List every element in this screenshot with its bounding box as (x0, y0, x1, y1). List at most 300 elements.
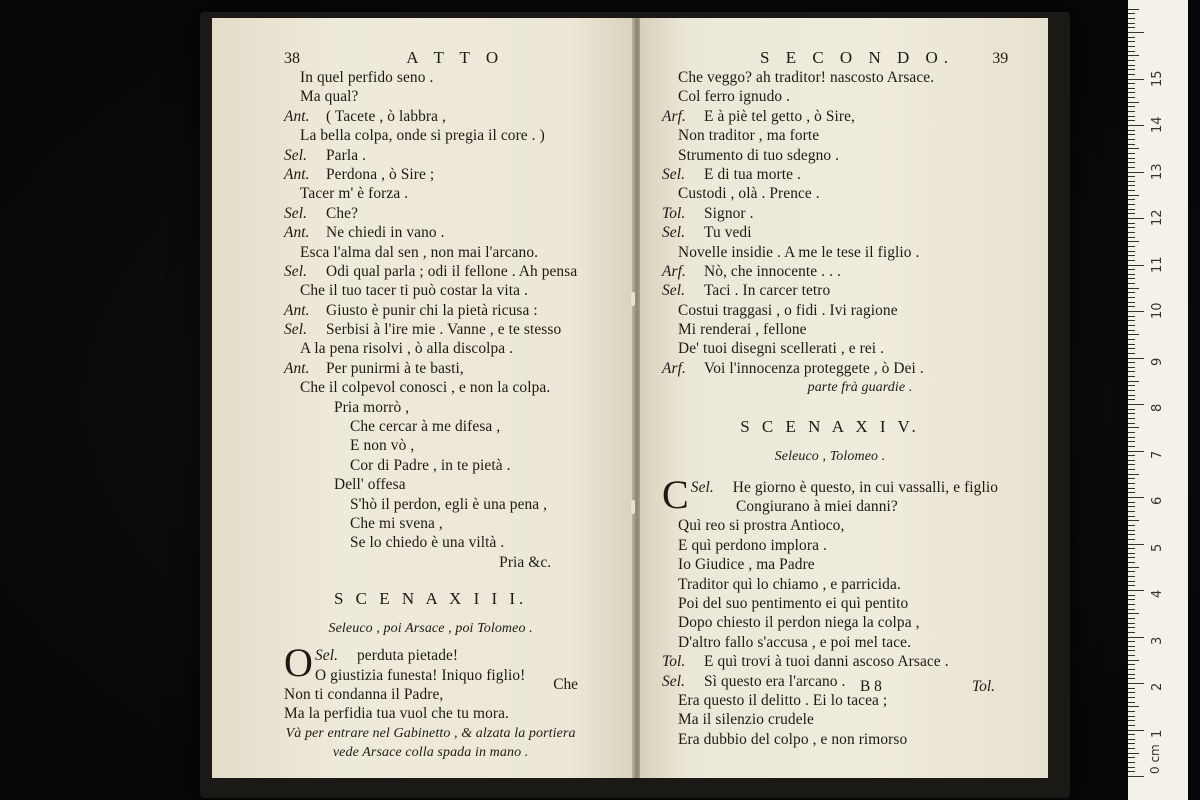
ruler-tick (1128, 516, 1135, 517)
ruler-tick (1128, 125, 1144, 126)
ruler-tick (1128, 190, 1135, 191)
ruler-tick (1128, 483, 1135, 484)
verse-line (284, 301, 577, 320)
speaker-label: Tol. (662, 653, 686, 671)
ruler-tick (1128, 213, 1135, 214)
ruler-tick (1128, 646, 1135, 647)
verse-text: Costui traggasi , o fidi . Ivi ragione (678, 301, 898, 319)
ruler-tick (1128, 27, 1135, 28)
verse-line (662, 281, 998, 300)
left-page (212, 18, 634, 778)
ruler-tick (1128, 9, 1139, 10)
verse-line (662, 359, 998, 378)
verse-text: Tacer m' è forza . (300, 185, 409, 203)
ruler-tick (1128, 288, 1139, 289)
verse-text: Esca l'alma dal sen , non mai l'arcano. (300, 243, 539, 261)
verse-text: Dell' offesa (334, 476, 406, 494)
speaker-label: Sel. (662, 282, 686, 300)
verse-text: He giorno è questo, in cui vassalli, e figlio (732, 478, 999, 496)
ruler-number: 7 (1150, 450, 1165, 459)
ruler-tick (1128, 144, 1135, 145)
verse-line (662, 633, 998, 652)
verse-line (284, 68, 577, 87)
speaker-label: Sel. (284, 204, 308, 222)
ruler-tick (1128, 506, 1135, 507)
ruler-tick (1128, 41, 1135, 42)
speaker-label: Sel. (662, 165, 686, 183)
verse-text: Che il tuo tacer ti può costar la vita . (300, 282, 528, 300)
verse-text: Che veggo? ah traditor! nascosto Arsace. (678, 69, 935, 86)
ruler-tick (1128, 92, 1135, 93)
ruler-tick (1128, 111, 1135, 112)
ruler-tick (1128, 325, 1135, 326)
verse-line (284, 495, 577, 514)
drop-capital: C (662, 471, 689, 517)
ruler-tick (1128, 292, 1135, 293)
ruler-tick (1128, 697, 1135, 698)
ruler-tick (1128, 55, 1139, 56)
verse-text: E quì perdono implora . (678, 536, 827, 554)
verse-text: Non traditor , ma forte (678, 127, 820, 145)
verse-line (284, 359, 577, 378)
verse-text: Perdona , ò Sire ; (326, 165, 435, 183)
ruler-tick (1128, 711, 1135, 712)
ruler-tick (1128, 32, 1144, 33)
ruler-tick (1128, 525, 1135, 526)
ruler-tick (1128, 455, 1135, 456)
verse-line (662, 339, 998, 358)
binding-stitch (631, 500, 635, 514)
ruler-tick (1128, 13, 1135, 14)
verse-line (662, 555, 998, 574)
verse-text: ( Tacete , ò labbra , (326, 107, 446, 125)
verse-text: De' tuoi disegni scellerati , e rei . (678, 340, 885, 358)
speaker-label: Sel. (284, 146, 308, 164)
speaker-label: Sel. (690, 478, 714, 496)
ruler-tick (1128, 595, 1135, 596)
right-page (640, 18, 1048, 778)
ruler-tick (1128, 199, 1135, 200)
left-running-head (284, 48, 504, 68)
ruler-tick (1128, 320, 1135, 321)
left-page-number: 38 (284, 50, 300, 67)
verse-text: Che il colpevol conosci , e non la colpa. (300, 379, 551, 397)
left-catchword: Che (553, 676, 578, 693)
ruler-tick (1128, 260, 1135, 261)
ruler-tick (1128, 678, 1135, 679)
ruler-tick (1128, 618, 1135, 619)
verse-text: Non ti condanna il Padre, (284, 685, 444, 703)
ruler-tick (1128, 60, 1135, 61)
ruler-tick (1128, 316, 1135, 317)
verse-line (662, 87, 998, 106)
ruler-tick (1128, 451, 1144, 452)
verse-line (662, 223, 998, 242)
verse-line (662, 672, 998, 691)
ruler-tick (1128, 46, 1135, 47)
ruler-tick (1128, 488, 1135, 489)
ruler-tick (1128, 51, 1135, 52)
ruler-tick (1128, 251, 1135, 252)
ruler-tick (1128, 181, 1135, 182)
verse-line (284, 514, 577, 533)
ruler-tick (1128, 571, 1135, 572)
ruler-tick (1128, 237, 1135, 238)
ruler-tick (1128, 269, 1135, 270)
ruler-number: 4 (1150, 589, 1165, 598)
ruler-number: 3 (1150, 636, 1165, 645)
ruler-tick (1128, 716, 1135, 717)
verse-text: Congiurano à miei danni? (736, 498, 898, 516)
verse-text: Giusto è punir chi la pietà ricusa : (326, 301, 538, 319)
ruler-tick (1128, 97, 1135, 98)
ruler-tick (1128, 102, 1139, 103)
scene-xiv-cast: Seleuco , Tolomeo . (774, 448, 886, 464)
ruler-tick (1128, 557, 1135, 558)
ruler-tick (1128, 734, 1135, 735)
verse-line (284, 204, 577, 223)
ruler-number: 11 (1150, 255, 1165, 273)
verse-text: Era dubbio del colpo , e non rimorso (678, 730, 908, 748)
verse-text: Traditor quì lo chiamo , e parricida. (678, 575, 901, 593)
verse-text: Pria morrò , (334, 398, 410, 416)
ruler-tick (1128, 739, 1135, 740)
ruler-number: 8 (1150, 403, 1165, 412)
ruler-tick (1128, 69, 1135, 70)
scene-xiii-title: S C E N A X I I I. (333, 589, 528, 609)
ruler-tick (1128, 706, 1139, 707)
verse-line (662, 146, 998, 165)
verse-line (284, 553, 577, 572)
ruler-tick (1128, 562, 1135, 563)
verse-line (284, 533, 577, 552)
speaker-label: Arf. (662, 107, 686, 125)
ruler-tick (1128, 474, 1139, 475)
ruler-tick (1128, 767, 1135, 768)
ruler-tick (1128, 302, 1135, 303)
verse-text: Serbisi à l'ire mie . Vanne , e te stesso (326, 321, 562, 339)
ruler-tick (1128, 381, 1139, 382)
ruler-tick (1128, 674, 1135, 675)
verse-text: Col ferro ignudo . (678, 88, 791, 106)
ruler-tick (1128, 306, 1135, 307)
ruler-tick (1128, 776, 1144, 777)
ruler-tick (1128, 172, 1144, 173)
verse-text: Custodi , olà . Prence . (678, 185, 820, 203)
ruler-tick (1128, 502, 1135, 503)
drop-capital: O (284, 640, 313, 686)
verse-text: Dopo chiesto il perdon niega la colpa , (678, 614, 920, 632)
ruler-number: 9 (1150, 357, 1165, 366)
ruler-tick (1128, 725, 1135, 726)
ruler-tick (1128, 399, 1135, 400)
ruler-tick (1128, 18, 1135, 19)
verse-line (662, 691, 998, 710)
ruler-tick (1128, 209, 1135, 210)
ruler-tick (1128, 730, 1144, 731)
verse-text: Quì reo si prostra Antioco, (678, 517, 845, 535)
verse-text: D'altro fallo s'accusa , e poi mel tace. (678, 633, 912, 651)
verse-line (662, 204, 998, 223)
ruler-tick (1128, 609, 1135, 610)
verse-text: Ma la perfidia tua vuol che tu mora. (284, 705, 509, 723)
speaker-label: Sel. (315, 647, 339, 665)
ruler-tick (1128, 37, 1135, 38)
verse-line (662, 320, 998, 339)
verse-text: Voi l'innocenza proteggete , ò Dei . (704, 359, 924, 377)
left-verse-lines (284, 68, 577, 572)
ruler-tick (1128, 650, 1135, 651)
ruler-tick (1128, 395, 1135, 396)
ruler-tick (1128, 548, 1135, 549)
verse-text: Ma il silenzio crudele (678, 711, 814, 729)
ruler-tick (1128, 204, 1135, 205)
verse-line (662, 594, 998, 613)
verse-line (662, 710, 998, 729)
ruler-tick (1128, 274, 1135, 275)
ruler-tick (1128, 79, 1144, 80)
ruler-tick (1128, 623, 1135, 624)
right-catchword: Tol. (972, 678, 995, 695)
ruler-tick (1128, 520, 1139, 521)
verse-text: Ne chiedi in vano . (326, 224, 445, 242)
verse-text: Io Giudice , ma Padre (678, 556, 815, 574)
exit-direction: parte frà guardie . (807, 380, 913, 396)
verse-line (284, 436, 577, 455)
ruler-tick (1128, 464, 1135, 465)
ruler-tick (1128, 613, 1139, 614)
ruler-tick (1128, 218, 1144, 219)
ruler-tick (1128, 437, 1135, 438)
ruler-tick (1128, 683, 1144, 684)
verse-text: Signor . (704, 204, 754, 222)
ruler-tick (1128, 553, 1135, 554)
ruler-tick (1128, 423, 1135, 424)
ruler-number: 14 (1150, 116, 1165, 133)
verse-line (662, 652, 998, 671)
ruler-tick (1128, 585, 1135, 586)
ruler-number: 5 (1150, 543, 1165, 552)
verse-line (284, 456, 577, 475)
verse-text: Tu vedi (704, 224, 752, 242)
ruler-tick (1128, 641, 1135, 642)
speaker-label: Sel. (284, 321, 308, 339)
verse-line (284, 146, 577, 165)
verse-line (662, 262, 998, 281)
verse-text: Odi qual parla ; odi il fellone . Ah pensa (326, 262, 578, 280)
ruler-tick (1128, 404, 1144, 405)
verse-line (284, 475, 577, 494)
verse-line (284, 262, 577, 281)
right-head-title: S E C O N D O. (760, 48, 955, 67)
ruler-tick (1128, 385, 1135, 386)
ruler-tick (1128, 627, 1135, 628)
ruler-tick (1128, 283, 1135, 284)
ruler-tick (1128, 120, 1135, 121)
speaker-label: Ant. (284, 301, 310, 319)
ruler-tick (1128, 418, 1135, 419)
verse-line (662, 68, 998, 87)
verse-line (284, 339, 577, 358)
ruler-tick (1128, 344, 1135, 345)
verse-text: E non vò , (350, 437, 415, 455)
ruler-tick (1128, 134, 1135, 135)
ruler-tick (1128, 88, 1135, 89)
ruler-unit: 0 cm (1148, 744, 1162, 774)
ruler-tick (1128, 23, 1135, 24)
ruler-number: 10 (1150, 302, 1165, 319)
ruler-tick (1128, 330, 1135, 331)
ruler-tick (1128, 692, 1135, 693)
verse-text: A la pena risolvi , ò alla discolpa . (300, 340, 514, 358)
ruler-tick (1128, 576, 1135, 577)
ruler-tick (1128, 762, 1135, 763)
ruler-tick (1128, 116, 1135, 117)
verse-line (662, 575, 998, 594)
verse-text: Parla . (326, 146, 367, 164)
verse-text: Cor di Padre , in te pietà . (350, 456, 511, 474)
verse-line (662, 516, 998, 535)
ruler-tick (1128, 176, 1135, 177)
ruler-number: 15 (1150, 69, 1165, 87)
ruler-tick (1128, 158, 1135, 159)
ruler-number: 12 (1150, 209, 1165, 226)
signature-mark: B 8 (860, 678, 882, 695)
verse-line (284, 184, 577, 203)
verse-text: Sì questo era l'arcano . (704, 672, 846, 690)
ruler-number: 6 (1150, 496, 1165, 505)
verse-text: Era questo il delitto . Ei lo tacea ; (678, 691, 888, 709)
ruler-tick (1128, 334, 1139, 335)
ruler-tick (1128, 567, 1139, 568)
verse-line (662, 243, 998, 262)
ruler-tick (1128, 185, 1135, 186)
ruler-tick (1128, 232, 1135, 233)
ruler-tick (1128, 65, 1135, 66)
ruler-number: 1 (1150, 729, 1165, 738)
ruler-tick (1128, 497, 1144, 498)
verse-line (284, 107, 577, 126)
verse-text: Taci . In carcer tetro (704, 282, 831, 300)
ruler-tick (1128, 637, 1144, 638)
ruler-tick (1128, 255, 1135, 256)
ruler-tick (1128, 599, 1135, 600)
ruler-tick (1128, 413, 1135, 414)
ruler-tick (1128, 478, 1135, 479)
scene-xiii-lines (284, 640, 577, 724)
speaker-label: Sel. (662, 672, 686, 690)
ruler-tick (1128, 376, 1135, 377)
verse-text: Per punirmi à te basti, (326, 359, 464, 377)
verse-line (662, 107, 998, 126)
ruler-tick (1128, 339, 1135, 340)
ruler-tick (1128, 660, 1139, 661)
ruler-tick (1128, 748, 1135, 749)
ruler-tick (1128, 409, 1135, 410)
ruler-tick (1128, 492, 1135, 493)
ruler-tick (1128, 74, 1135, 75)
verse-line (284, 281, 577, 300)
ruler-tick (1128, 83, 1135, 84)
verse-line (662, 536, 998, 555)
stage-direction-2: vede Arsace colla spada in mano . (332, 745, 529, 761)
ruler-tick (1128, 604, 1135, 605)
verse-text: perduta pietade! (357, 647, 459, 665)
ruler-tick (1128, 446, 1135, 447)
scene-xiv-lines (662, 497, 998, 749)
verse-line (284, 704, 577, 723)
ruler-tick (1128, 353, 1135, 354)
ruler-tick (1128, 139, 1135, 140)
ruler-tick (1128, 227, 1135, 228)
verse-line (284, 685, 577, 704)
verse-text: S'hò il perdon, egli è una pena , (350, 495, 548, 513)
verse-line (662, 613, 998, 632)
verse-text: Pria &c. (499, 553, 552, 571)
verse-line (662, 497, 998, 516)
speaker-label: Ant. (284, 165, 310, 183)
ruler-tick (1128, 469, 1135, 470)
verse-line (284, 87, 577, 106)
verse-text: O giustizia funesta! Iniquo figlio! (315, 666, 526, 684)
verse-line (284, 243, 577, 262)
ruler-tick (1128, 534, 1135, 535)
ruler-number: 2 (1150, 682, 1165, 691)
ruler-tick (1128, 427, 1139, 428)
left-page-text (284, 68, 577, 763)
ruler-tick (1128, 702, 1135, 703)
verse-text: Nò, che innocente . . . (704, 262, 841, 280)
verse-line (662, 126, 998, 145)
scene-xiii-cast: Seleuco , poi Arsace , poi Tolomeo . (328, 621, 533, 637)
speaker-label: Ant. (284, 107, 310, 125)
speaker-label: Arf. (662, 359, 686, 377)
verse-text: Ma qual? (300, 88, 359, 106)
verse-text: Che mi svena , (350, 514, 443, 532)
verse-line (284, 223, 577, 242)
speaker-label: Ant. (284, 359, 310, 377)
ruler-tick (1128, 743, 1135, 744)
ruler-tick (1128, 530, 1135, 531)
verse-line (662, 165, 998, 184)
right-page-number: 39 (992, 50, 1009, 67)
ruler-tick (1128, 581, 1135, 582)
ruler-tick (1128, 278, 1135, 279)
ruler-tick (1128, 720, 1135, 721)
ruler-tick (1128, 669, 1135, 670)
verse-text: La bella colpa, onde si pregia il core . ) (300, 127, 545, 145)
ruler-tick (1128, 460, 1135, 461)
speaker-label: Sel. (662, 224, 686, 242)
ruler-tick (1128, 362, 1135, 363)
verse-text: Strumento di tuo sdegno . (678, 146, 840, 164)
ruler-tick (1128, 371, 1135, 372)
right-verse-lines (662, 68, 998, 378)
verse-text: In quel perfido seno . (300, 69, 434, 86)
measurement-ruler (1128, 0, 1188, 800)
ruler-tick (1128, 367, 1135, 368)
right-page-text (662, 68, 998, 749)
right-running-head (760, 48, 1008, 68)
verse-line (284, 417, 577, 436)
verse-line (284, 126, 577, 145)
ruler-tick (1128, 544, 1144, 545)
ruler-tick (1128, 688, 1135, 689)
ruler-number: 13 (1150, 162, 1165, 180)
verse-line (284, 378, 577, 397)
ruler-tick (1128, 753, 1139, 754)
speaker-label: Tol. (662, 204, 686, 222)
